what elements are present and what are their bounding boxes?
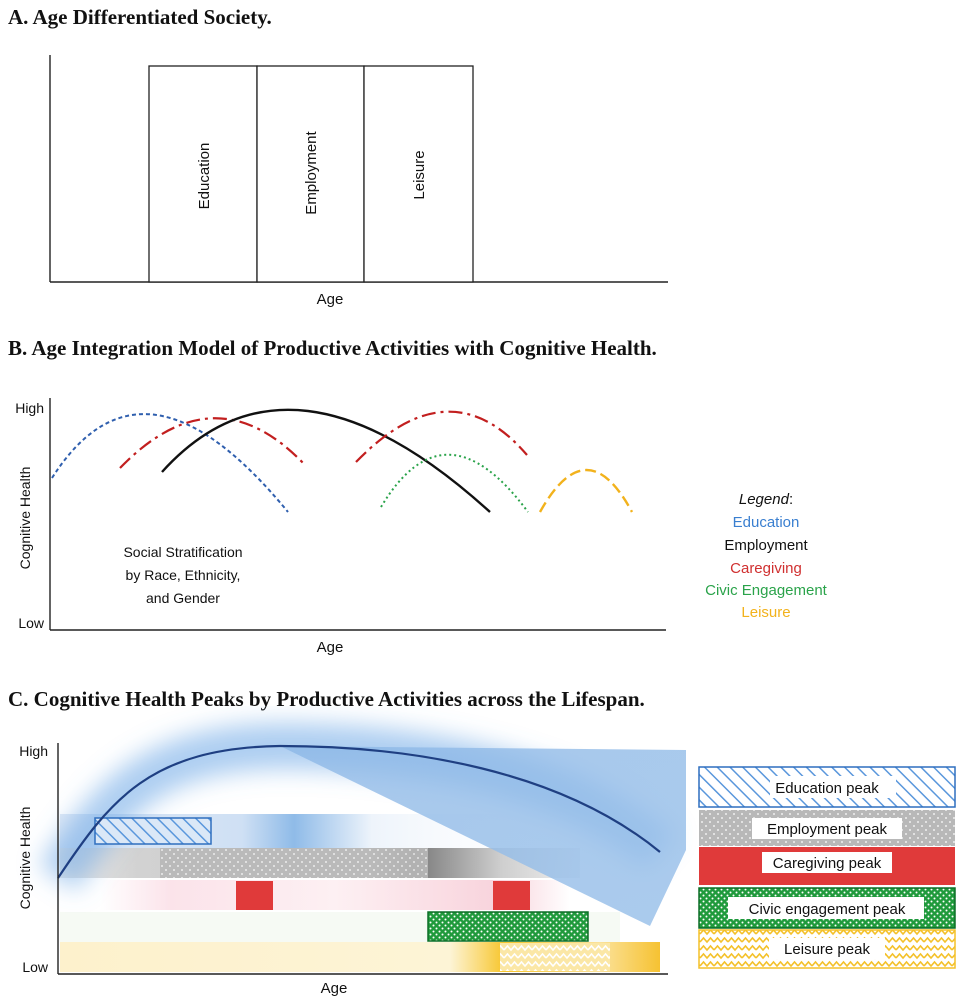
panel-b-y-low: Low [18, 615, 44, 631]
panel-a [8, 5, 668, 308]
box-label-employment: Employment [303, 131, 320, 215]
peak-label-education: Education peak [775, 780, 879, 797]
marker-caregiving-peak-early [236, 881, 273, 910]
panel-c-title: C. Cognitive Health Peaks by Productive Activities across the Lifespan. [8, 687, 645, 711]
peak-label-civic: Civic engagement peak [748, 901, 906, 918]
panel-b-legend [705, 491, 828, 621]
box-label-leisure: Leisure [411, 150, 428, 200]
legend-leisure: Leisure [741, 604, 791, 621]
panel-b-title: B. Age Integration Model of Productive Activities with Cognitive Health. [8, 336, 657, 360]
panel-a-x-label: Age [316, 291, 344, 308]
panel-c-x-label: Age [320, 980, 348, 997]
marker-leisure-peak [500, 943, 610, 971]
curve-caregiving-early [120, 418, 305, 468]
panel-c [8, 687, 955, 997]
curve-leisure [540, 470, 632, 512]
band-employment-dotted [160, 848, 428, 878]
stratification-note-line-2: by Race, Ethnicity, [125, 567, 241, 583]
panel-c-y-low: Low [22, 959, 48, 975]
legend-employment: Employment [724, 537, 808, 554]
curve-civic-engagement [381, 455, 528, 512]
panel-b [8, 336, 828, 656]
legend-title-text: Legend [738, 491, 789, 508]
peak-label-caregiving: Caregiving peak [772, 855, 882, 872]
panel-b-y-high: High [15, 400, 44, 416]
legend-title [739, 491, 793, 508]
panel-c-y-high: High [19, 743, 48, 759]
panel-c-y-label: Cognitive Health [17, 806, 33, 910]
legend-education: Education [732, 514, 800, 531]
legend-title-colon: : [788, 491, 794, 508]
panel-b-y-label: Cognitive Health [17, 466, 33, 570]
panel-b-x-label: Age [316, 639, 344, 656]
curve-caregiving-late [356, 412, 527, 462]
legend-civic-engagement: Civic Engagement [705, 582, 827, 599]
marker-education-peak [95, 818, 211, 844]
marker-civic-peak [428, 912, 588, 941]
peak-label-leisure: Leisure peak [784, 941, 870, 958]
stratification-note-line-3: and Gender [146, 590, 220, 606]
stratification-note-line-1: Social Stratification [123, 544, 243, 560]
panel-c-peak-legend [699, 767, 955, 968]
peak-label-employment: Employment peak [766, 821, 888, 838]
box-label-education: Education [196, 142, 213, 210]
legend-caregiving: Caregiving [730, 560, 802, 577]
marker-caregiving-peak-late [493, 881, 530, 910]
panel-a-title: A. Age Differentiated Society. [8, 5, 272, 29]
curve-employment [162, 410, 490, 512]
